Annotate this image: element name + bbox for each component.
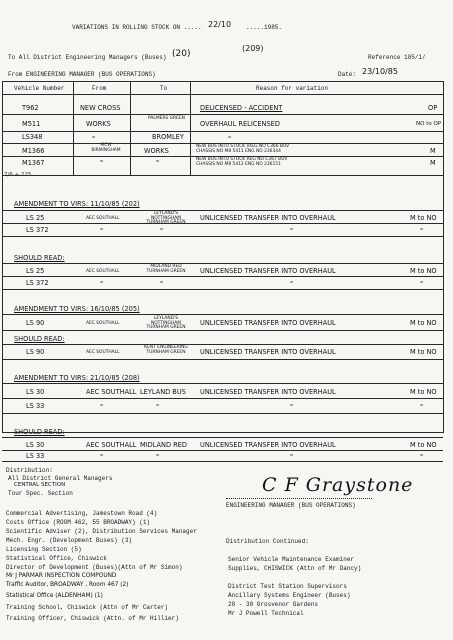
to-number-2: (209)	[242, 44, 264, 53]
table-row-to: PALMERS GREEN	[148, 116, 185, 121]
section-heading: AMENDMENT TO VIRS: 21/10/85 (208)	[14, 374, 140, 382]
table-row-reason: "	[290, 453, 294, 461]
table-row-reason: UNLICENSED TRANSFER INTO OVERHAUL	[200, 348, 336, 356]
table-row-from: AEC SOUTHALL	[86, 216, 120, 221]
distribution-item: Tour Spec. Section	[8, 490, 73, 497]
distribution-item: Traffic Auditor, BROADWAY , Room 467 (2)	[6, 582, 129, 588]
table-row-from: "	[92, 135, 96, 143]
table-row-to: "	[156, 403, 160, 411]
table-row-code: NO to OP	[416, 121, 442, 127]
section-heading: AMENDMENT TO VIRS: 16/10/85 (205)	[14, 305, 140, 313]
title-prefix: VARIATIONS IN ROLLING STOCK ON .....	[72, 24, 202, 31]
table-row-from: "	[100, 280, 104, 288]
table-row-vehicle: LS 25	[26, 267, 45, 275]
from-line: From ENGINEERING MANAGER (BUS OPERATIONS)	[8, 71, 156, 78]
distribution-item: 28 - 30 Grosvenor Gardens	[228, 601, 319, 608]
table-row-from: "	[100, 159, 104, 167]
table-row-from: WORKS	[86, 120, 111, 128]
table-row-to: LEYLAND'S NOTTINGHAM TURNHAM GREEN	[146, 211, 186, 226]
distribution-item: Scientific Adviser (2), Distribution Services Manager	[6, 528, 197, 535]
distribution-item: All District General Managers	[8, 475, 113, 482]
table-row-vehicle: LS 372	[26, 226, 49, 234]
table-row-vehicle: LS 25	[26, 214, 45, 222]
section-heading: SHOULD READ:	[14, 428, 65, 436]
table-row-vehicle: LS 90	[26, 319, 45, 327]
to-number: (20)	[172, 49, 191, 59]
table-row-code: M to NO	[410, 267, 437, 275]
table-row-reason-line-1: NEW BUS INTO STOCK (REG NO C366 BUV	[196, 144, 290, 149]
distribution-item: Ancillary Systems Engineer (Buses)	[228, 592, 351, 599]
table-row-to: MIDLAND RED	[140, 441, 187, 449]
table-row-reason: UNLICENSED TRANSFER INTO OVERHAUL	[200, 319, 336, 327]
date-label: Date:	[338, 71, 357, 78]
table-row-from: MCW BIRMINGHAM	[91, 143, 121, 153]
table-row-vehicle: LS 33	[26, 452, 45, 460]
distribution-item: CENTRAL SECTION	[14, 482, 66, 488]
table-row-vehicle: M1367	[22, 159, 45, 167]
table-row-code: "	[420, 227, 424, 235]
table-row-code: "	[420, 280, 424, 288]
table-row-code: "	[420, 453, 424, 461]
table-row-from: AEC SOUTHALL	[86, 350, 120, 355]
table-row-reason: DELICENSED - ACCIDENT	[200, 104, 283, 112]
title-year: .....1985.	[246, 24, 283, 31]
distribution-item: Mr J Powell Technical	[228, 610, 304, 617]
distribution-item: Mech. Engr. (Development Buses) (3)	[6, 537, 133, 544]
table-row-vehicle: LS 90	[26, 348, 45, 356]
table-row-from: NEW CROSS	[80, 104, 121, 112]
to-line: To All District Engineering Managers (Buses)	[8, 54, 167, 61]
table-row-code: M to NO	[410, 214, 437, 222]
section-heading: SHOULD READ:	[14, 335, 65, 343]
signature: C F Graystone	[262, 474, 414, 496]
table-row-from: AEC SOUTHALL	[86, 321, 120, 326]
table-row-from: "	[100, 453, 104, 461]
table-row-to: "	[160, 280, 164, 288]
distribution-item: Training Officer, Chiswick (Attn. of Mr Hillier)	[6, 615, 179, 622]
table-row-reason: "	[290, 280, 294, 288]
distribution-item: Senior Vehicle Maintenance Examiner	[228, 556, 355, 563]
table-row-code: M	[430, 147, 436, 155]
column-header-vehicle: Vehicle Number	[14, 85, 65, 92]
table-row-to: MIDLAND RED TURNHAM GREEN	[146, 264, 186, 274]
table-row-vehicle: LS348	[22, 133, 43, 141]
table-row-code: M to NO	[410, 348, 437, 356]
table-row-to: KENT ENGINEERING TURNHAM GREEN	[144, 345, 188, 355]
table-row-from: "	[100, 227, 104, 235]
table-row-to: WORKS	[144, 147, 169, 155]
table-row-to: BROMLEY	[152, 133, 184, 141]
distribution-item: Statistical Office, Chiswick	[6, 555, 107, 562]
table-row-from: "	[100, 403, 104, 411]
distribution-item: Training School, Chiswick (Attn of Mr Carter)	[6, 604, 169, 611]
table-row-reason: "	[290, 227, 294, 235]
signature-title: ENGINEERING MANAGER (BUS OPERATIONS)	[226, 502, 356, 509]
margin-note: 7/6 + 225	[4, 172, 32, 178]
table-row-to: "	[160, 227, 164, 235]
table-row-code: M to NO	[410, 319, 437, 327]
distribution-item: Director of Development (Buses)(Attn of Mr Simon)	[6, 564, 183, 571]
title-date: 22/10	[208, 20, 232, 29]
distribution-item: Commercial Advertising, Jamestown Road (4)	[6, 510, 158, 517]
table-row-from: AEC SOUTHALL	[86, 441, 137, 449]
table-row-code: M	[430, 159, 436, 167]
distribution-item: Licensing Section (5)	[6, 546, 82, 553]
table-row-to: "	[156, 159, 160, 167]
table-row-from: AEC SOUTHALL	[86, 269, 120, 274]
table-row-reason: OVERHAUL RELICENSED	[200, 120, 280, 128]
distribution-item: Supplies, CHISWICK (Attn of Mr Dancy)	[228, 565, 362, 572]
date-value: 23/10/85	[362, 67, 398, 76]
table-row-vehicle: LS 33	[26, 402, 45, 410]
column-header-to: To	[160, 85, 168, 92]
table-row-reason-line-2: CHASSIS NO M8 5412 ENG NO 236151	[196, 162, 281, 167]
table-row-to: LEYLAND'S NOTTINGHAM TURNHAM GREEN	[146, 316, 186, 331]
table-row-reason: UNLICENSED TRANSFER INTO OVERHAUL	[200, 441, 336, 449]
section-heading: AMENDMENT TO VIRS: 11/10/85 (202)	[14, 200, 140, 208]
table-row-to: LEYLAND BUS	[140, 388, 186, 396]
distribution-item: Costs Office (ROOM 462, 55 BROADWAY) (1)	[6, 519, 151, 526]
table-row-reason-line-1: NEW BUS INTO STOCK REG NO C367 BUV	[196, 157, 288, 162]
table-row-reason: UNLICENSED TRANSFER INTO OVERHAUL	[200, 214, 336, 222]
table-row-reason: UNLICENSED TRANSFER INTO OVERHAUL	[200, 388, 336, 396]
distribution-continued-label: Distribution Continued:	[226, 538, 309, 545]
table-row-code: "	[420, 403, 424, 411]
table-row-vehicle: M511	[22, 120, 41, 128]
table-row-to: "	[156, 453, 160, 461]
distribution-item: Mr J PARMAR INSPECTION COMPOUND	[6, 573, 117, 579]
column-header-reason: Reason for variation	[256, 85, 329, 92]
table-row-code: M to NO	[410, 441, 437, 449]
column-header-from: From	[92, 85, 107, 92]
table-row-vehicle: M1366	[22, 147, 45, 155]
table-row-reason: "	[228, 135, 232, 143]
table-row-vehicle: LS 372	[26, 279, 49, 287]
reference: Reference 105/1/	[368, 54, 426, 61]
table-row-vehicle: LS 30	[26, 441, 45, 449]
table-row-vehicle: T962	[22, 104, 39, 112]
distribution-label: Distribution:	[6, 467, 53, 474]
table-row-reason: "	[290, 403, 294, 411]
table-row-code: M to NO	[410, 388, 437, 396]
table-row-from: AEC SOUTHALL	[86, 388, 137, 396]
table-row-reason-line-2: CHASSIS NO M8 5411 ENG NO 236344	[196, 149, 281, 154]
table-row-code: OP	[428, 104, 438, 112]
table-row-vehicle: LS 30	[26, 388, 45, 396]
distribution-item: Statistical Office (ALDENHAM) (1)	[6, 593, 103, 599]
table-row-reason: UNLICENSED TRANSFER INTO OVERHAUL	[200, 267, 336, 275]
distribution-item: District Test Station Supervisors	[228, 583, 347, 590]
section-heading: SHOULD READ:	[14, 254, 65, 262]
